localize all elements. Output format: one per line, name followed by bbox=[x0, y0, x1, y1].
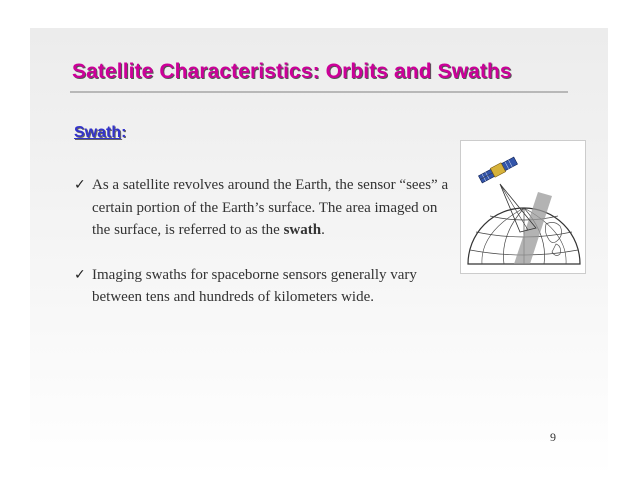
section-heading bbox=[74, 124, 126, 142]
bullet-bold-term: swath bbox=[283, 222, 322, 238]
satellite-swath-globe-icon bbox=[460, 140, 586, 274]
bullet-text-end: . bbox=[321, 222, 325, 238]
bullet-item bbox=[74, 174, 454, 242]
section-heading-colon: : bbox=[121, 124, 127, 141]
section-heading-word: Swath bbox=[74, 124, 122, 141]
checkmark-icon: ✓ bbox=[74, 266, 86, 283]
page-number: 9 bbox=[550, 430, 556, 444]
slide-title: Satellite Characteristics: Orbits and Swaths bbox=[72, 60, 512, 83]
bullet-text: As a satellite revolves around the Earth, the sensor “sees” a certain portion of the Earth’s surface. The area imaged on the surface, is referred to as the bbox=[92, 177, 449, 238]
checkmark-icon: ✓ bbox=[74, 177, 86, 193]
bullet-text: Imaging swaths for spaceborne sensors generally vary between tens and hundreds of kilometers wide. bbox=[92, 266, 417, 305]
bullet-list bbox=[74, 174, 454, 331]
title-divider bbox=[70, 91, 568, 93]
bullet-item bbox=[74, 264, 454, 309]
slide bbox=[30, 28, 608, 477]
